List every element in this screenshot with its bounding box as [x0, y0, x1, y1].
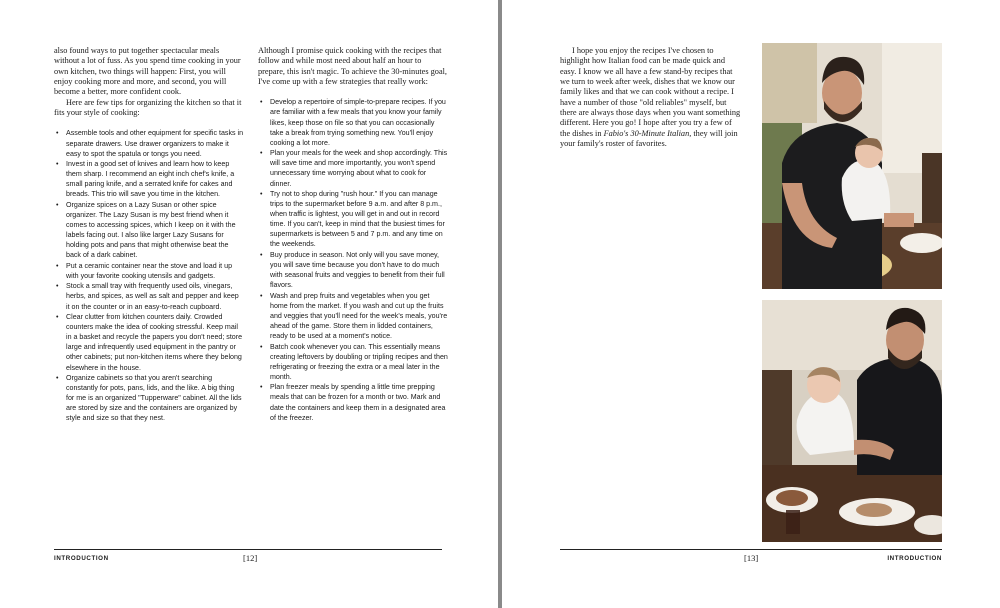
list-item: • Wash and prep fruits and vegetables when you get home from the market. If you wash and cut up the fruits and veggies that you'll need for the week's meals, you're ahead of the game. Store them in lidded containers, ready to be used at a moment's notice. [258, 291, 448, 341]
list-item: • Try not to shop during "rush hour." If you can manage trips to the supermarket before 9 a.m. and after 8 p.m., when traffic is lightest, you will get in and out in record time. If you can't, keep in mind that the busiest times for supermarkets is between 5 and 7 p.m. and any time on the weekends. [258, 189, 448, 250]
closing-paragraph-start: I hope you enjoy the recipes I've chosen to highlight how Italian food can be made quick and easy. I know we all have a few stand-by recipes that we turn to week after week, dishes that we know our family likes and that we can cook without a recipe. I have a number of those "old reliables" myself, but there are always those days when you want something different. Here you go! I hope after you try a few of the dishes in [560, 46, 741, 138]
photo-man-holding-baby [762, 43, 942, 289]
kitchen-tips-list [54, 128, 244, 423]
strategy-paragraph: Although I promise quick cooking with the recipes that follow and while most need about half an hour to prepare, this isn't magic. To achieve the 30-minutes goal, I've come up with a few strategies that really work: [258, 46, 448, 87]
list-item: • Batch cook whenever you can. This essentially means creating leftovers by doubling or tripling recipes and then refrigerating or freezing the extra or a meal later in the month. [258, 342, 448, 382]
list-item: • Assemble tools and other equipment for specific tasks in separate drawers. Use drawer organizers to make it easy to spot the spatula or tongs you need. [54, 128, 244, 158]
left-page [0, 0, 498, 608]
page-number: [13] [744, 553, 759, 563]
closing-paragraph [560, 46, 742, 149]
strategy-tips-list [258, 97, 448, 422]
intro-paragraph: also found ways to put together spectacular meals without a lot of fuss. As you spend time cooking in your own kitchen, two things will happen: First, you will enjoy cooking more and more, and second, you will become a better, more confident cook. [54, 46, 241, 97]
list-item: • Clear clutter from kitchen counters daily. Crowded counters make the idea of cooking stressful. Keep mail in a basket and recycle the papers you don't need; store large and infrequently used equipment in the pantry or other cabinets; put non-kitchen items where they belong elsewhere in the house. [54, 312, 244, 373]
list-item: • Organize cabinets so that you aren't searching constantly for pots, pans, lids, and the like. A big thing for me is an organized "Tupperware" cabinet. All the lids are stored by size and the containers are organized by style and size so that they nest. [54, 373, 244, 423]
footer-rule [560, 549, 942, 550]
page-number: [12] [243, 553, 258, 563]
list-item: • Develop a repertoire of simple-to-prepare recipes. If you are familiar with a few meals that you know your family likes, keep those on file so that you can occasionally take a break from trying something new. You'll enjoy cooking a lot more. [258, 97, 448, 147]
closing-paragraph-end: , they will join your family's roster of favorites. [560, 128, 738, 149]
list-item: • Invest in a good set of knives and learn how to keep them sharp. I recommend an eight inch chef's knife, a small paring knife, and a serrated knife for cakes and breads. This trio will save you time in the kitchen. [54, 159, 244, 199]
left-column-2 [258, 46, 448, 423]
list-item: • Buy produce in season. Not only will you save money, you will save time because you don't have to do much with seasonal fruits and veggies to benefit from their full flavors. [258, 250, 448, 290]
footer-rule [54, 549, 442, 550]
list-item: • Plan your meals for the week and shop accordingly. This will save time and more importantly, you won't spend unnecessary time worrying about what to cook for dinner. [258, 148, 448, 188]
list-item: • Organize spices on a Lazy Susan or other spice organizer. The Lazy Susan is my best friend when it comes to accessing spices, which I keep on it with the labels facing out. I also like larger Lazy Susans for holding pots and pans that might otherwise beat the back of a dark cabinet. [54, 200, 244, 261]
right-page [502, 0, 1000, 608]
list-item: • Stock a small tray with frequently used oils, vinegars, herbs, and spices, as well as salt and pepper and keep it on the counter or in an easy-to-reach cupboard. [54, 281, 244, 311]
running-head: INTRODUCTION [887, 555, 942, 562]
book-title: Fabio's 30-Minute Italian [603, 128, 690, 138]
running-head: INTRODUCTION [54, 555, 109, 562]
list-item: • Plan freezer meals by spending a little time prepping meals that can be frozen for a month or two. Mark and date the containers and keep them in a designated area of the freezer. [258, 382, 448, 422]
tips-intro-paragraph: Here are few tips for organizing the kitchen so that it fits your style of cooking: [54, 97, 242, 118]
left-column-1 [54, 46, 244, 424]
right-text-column [560, 46, 742, 149]
list-item: • Put a ceramic container near the stove and load it up with your favorite cooking utensils and gadgets. [54, 261, 244, 281]
photo-man-and-baby-at-table [762, 300, 942, 542]
